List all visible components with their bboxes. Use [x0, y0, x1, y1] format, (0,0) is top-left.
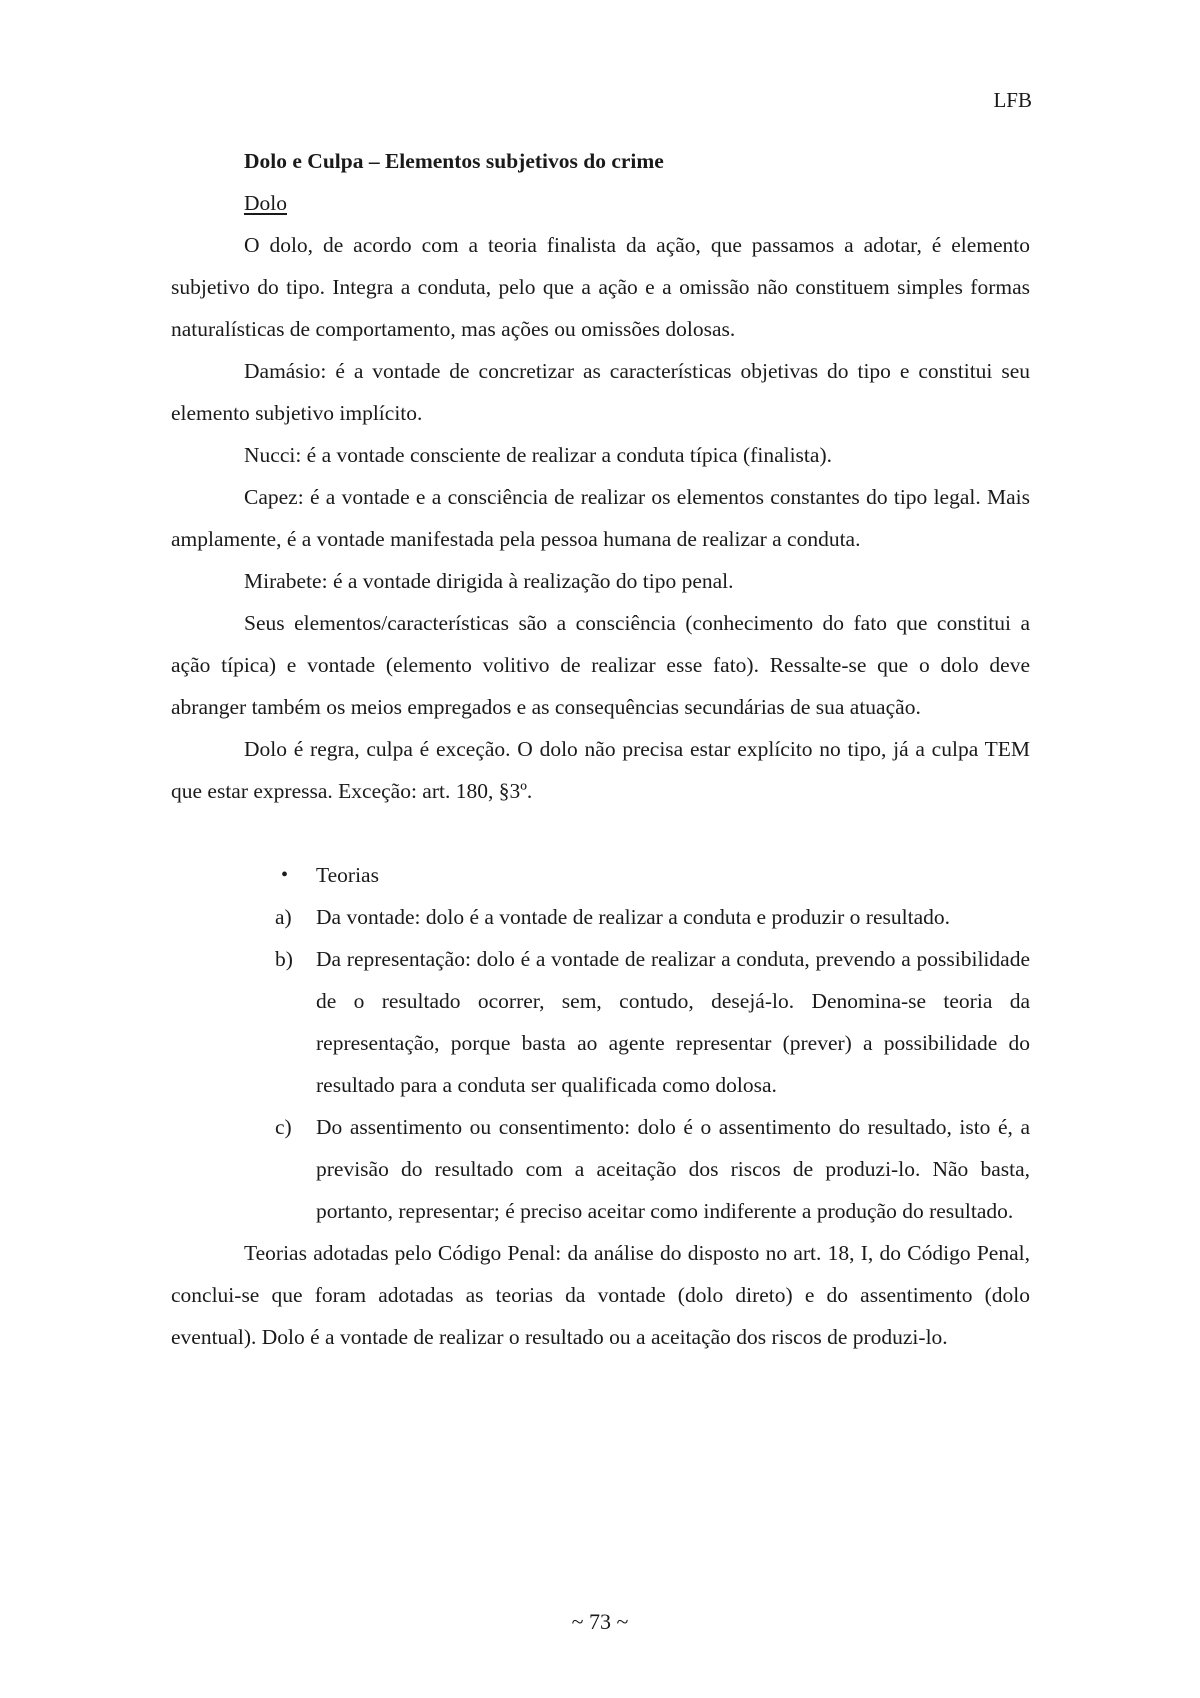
list-item-text: Do assentimento ou consentimento: dolo é o assentimento do resultado, isto é, a previsão do resultado com a aceitação dos riscos de produzi-lo. Não basta, portanto, representar; é preciso aceitar como indiferente a produção do resultado. — [316, 1115, 1030, 1223]
list-item-text: Da vontade: dolo é a vontade de realizar a conduta e produzir o resultado. — [316, 905, 950, 929]
paragraph-mirabete: Mirabete: é a vontade dirigida à realização do tipo penal. — [244, 569, 734, 593]
bullet-item — [171, 854, 1030, 896]
list-marker: b) — [275, 947, 293, 971]
blank-line — [171, 812, 1030, 854]
list-marker: a) — [275, 905, 292, 929]
paragraph-capez: Capez: é a vontade e a consciência de realizar os elementos constantes do tipo legal. Mais amplamente, é a vontade manifestada pela pessoa humana de realizar a conduta. — [171, 485, 1030, 551]
list-marker: c) — [275, 1115, 292, 1139]
bullet-label: Teorias — [316, 863, 379, 887]
list-item-c — [171, 1106, 1030, 1232]
subsection-title: Dolo — [244, 191, 287, 215]
page-number: ~ 73 ~ — [571, 1609, 629, 1634]
section-title: Dolo e Culpa – Elementos subjetivos do crime — [244, 149, 664, 173]
paragraph-nucci: Nucci: é a vontade consciente de realizar a conduta típica (finalista). — [244, 443, 832, 467]
paragraph-dolo-definition: O dolo, de acordo com a teoria finalista da ação, que passamos a adotar, é elemento subjetivo do tipo. Integra a conduta, pelo que a ação e a omissão não constituem simples formas naturalísticas de comportamento, mas ações ou omissões dolosas. — [171, 233, 1030, 341]
paragraph-adopted-theories: Teorias adotadas pelo Código Penal: da análise do disposto no art. 18, I, do Código Penal, conclui-se que foram adotadas as teorias da vontade (dolo direto) e do assentimento (dolo eventual). Dolo é a vontade de realizar o resultado ou a aceitação dos riscos de produzi-lo. — [171, 1241, 1030, 1349]
bullet-icon: • — [281, 864, 289, 886]
page-body — [171, 140, 1030, 1358]
theories-list — [171, 854, 1030, 1232]
paragraph-rule-exception: Dolo é regra, culpa é exceção. O dolo não precisa estar explícito no tipo, já a culpa TEM que estar expressa. Exceção: art. 180, §3º. — [171, 737, 1030, 803]
paragraph-elements: Seus elementos/características são a consciência (conhecimento do fato que constitui a ação típica) e vontade (elemento volitivo de realizar esse fato). Ressalte-se que o dolo deve abranger também os meios empregados e as consequências secundárias de sua atuação. — [171, 611, 1030, 719]
list-item-a — [171, 896, 1030, 938]
list-item-b — [171, 938, 1030, 1106]
running-header: LFB — [993, 88, 1032, 112]
list-item-text: Da representação: dolo é a vontade de realizar a conduta, prevendo a possibilidade de o resultado ocorrer, sem, contudo, desejá-lo. Denomina-se teoria da representação, porque basta ao agente representar (prever) a possibilidade do resultado para a conduta ser qualificada como dolosa. — [316, 947, 1030, 1097]
paragraph-damasio: Damásio: é a vontade de concretizar as características objetivas do tipo e constitui seu elemento subjetivo implícito. — [171, 359, 1030, 425]
